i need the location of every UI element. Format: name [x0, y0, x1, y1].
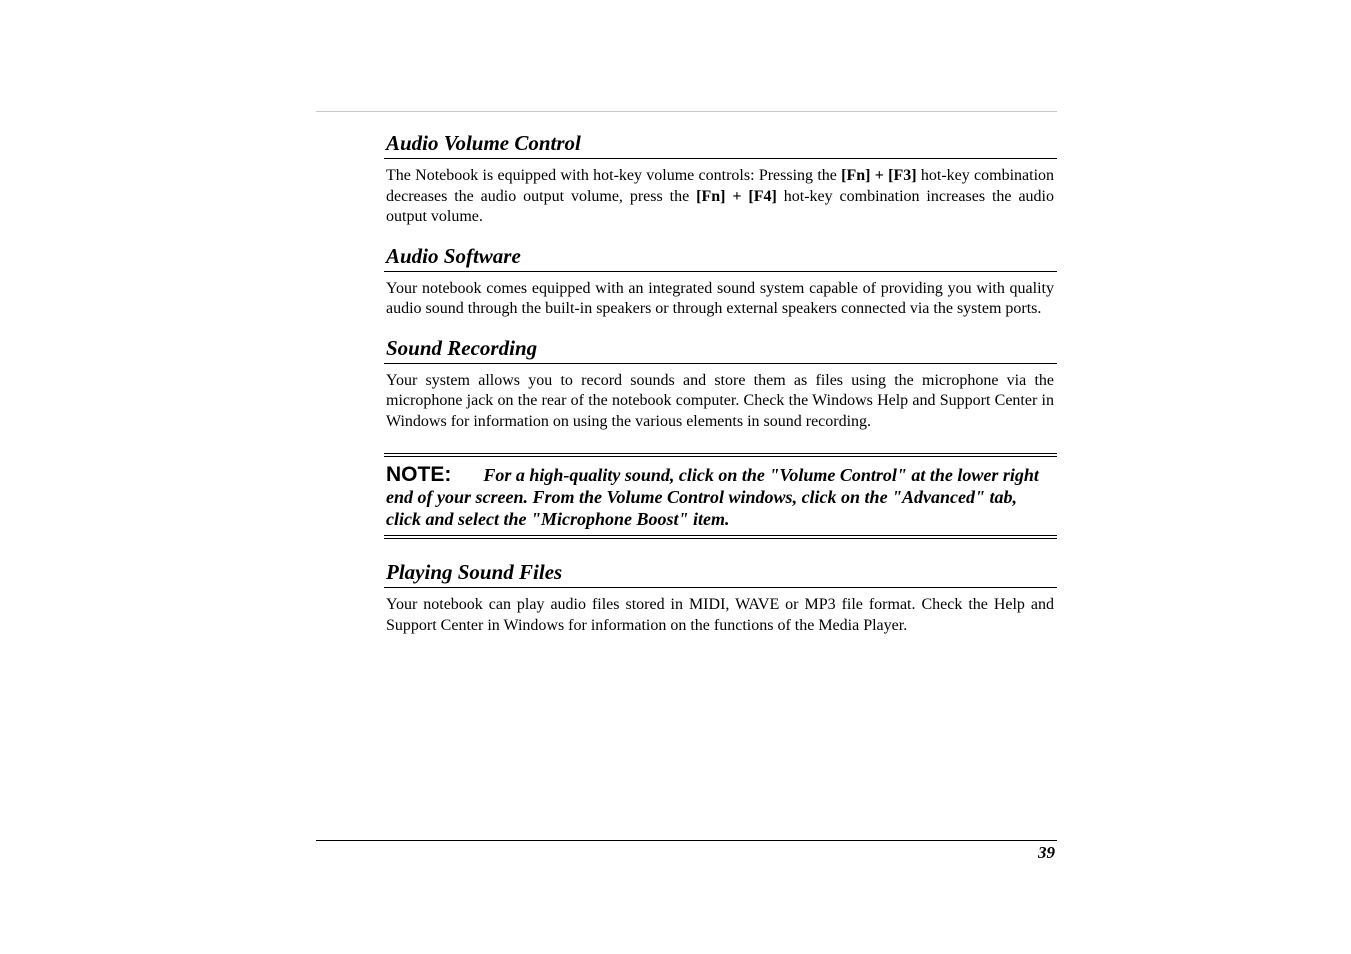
note-content: [386, 464, 1054, 530]
section-heading: Audio Volume Control: [384, 128, 1057, 159]
hotkey-decrease: [Fn] + [F3]: [841, 167, 917, 184]
section-heading: Playing Sound Files: [384, 557, 1057, 588]
page-content: [384, 128, 1057, 649]
body-text: The Notebook is equipped with hot-key volume controls: Pressing the: [386, 167, 842, 184]
section-body: Your notebook can play audio files stored in MIDI, WAVE or MP3 file format. Check the Help and Support Center in Windows for information on the functions of the Media Player.: [386, 596, 1054, 634]
hotkey-increase: [Fn] + [F4]: [696, 187, 777, 205]
body-text: hot-key combination increases the audio output volume.: [386, 187, 1054, 225]
section-body: [384, 166, 1057, 228]
section-playing-sound-files: [384, 557, 1057, 636]
note-text: For a high-quality sound, click on the "Volume Control" at the lower right end of your screen. From the Volume Control windows, click on the "Advanced" tab, click and select the "Microphone Boost" item.: [386, 465, 1039, 529]
section-heading: Sound Recording: [384, 333, 1057, 364]
section-sound-recording: [384, 333, 1057, 433]
body-text: hot-key combination decreases the audio output volume, press the: [386, 167, 1055, 205]
section-body: Your notebook comes equipped with an integrated sound system capable of providing you with quality audio sound through the built-in speakers or through external speakers connected via the system ports.: [386, 279, 1054, 317]
section-body: Your system allows you to record sounds and store them as files using the microphone via the microphone jack on the rear of the notebook computer. Check the Windows Help and Support Center in Windows for information on using the various elements in sound recording.: [386, 371, 1054, 430]
section-audio-volume-control: [384, 128, 1057, 228]
footer-rule: [316, 840, 1057, 841]
page-number: 39: [1038, 843, 1055, 862]
note-box: [384, 453, 1057, 539]
note-label: NOTE:: [386, 463, 452, 486]
header-rule: [316, 111, 1057, 112]
section-audio-software: [384, 241, 1057, 320]
section-heading: Audio Software: [384, 241, 1057, 272]
